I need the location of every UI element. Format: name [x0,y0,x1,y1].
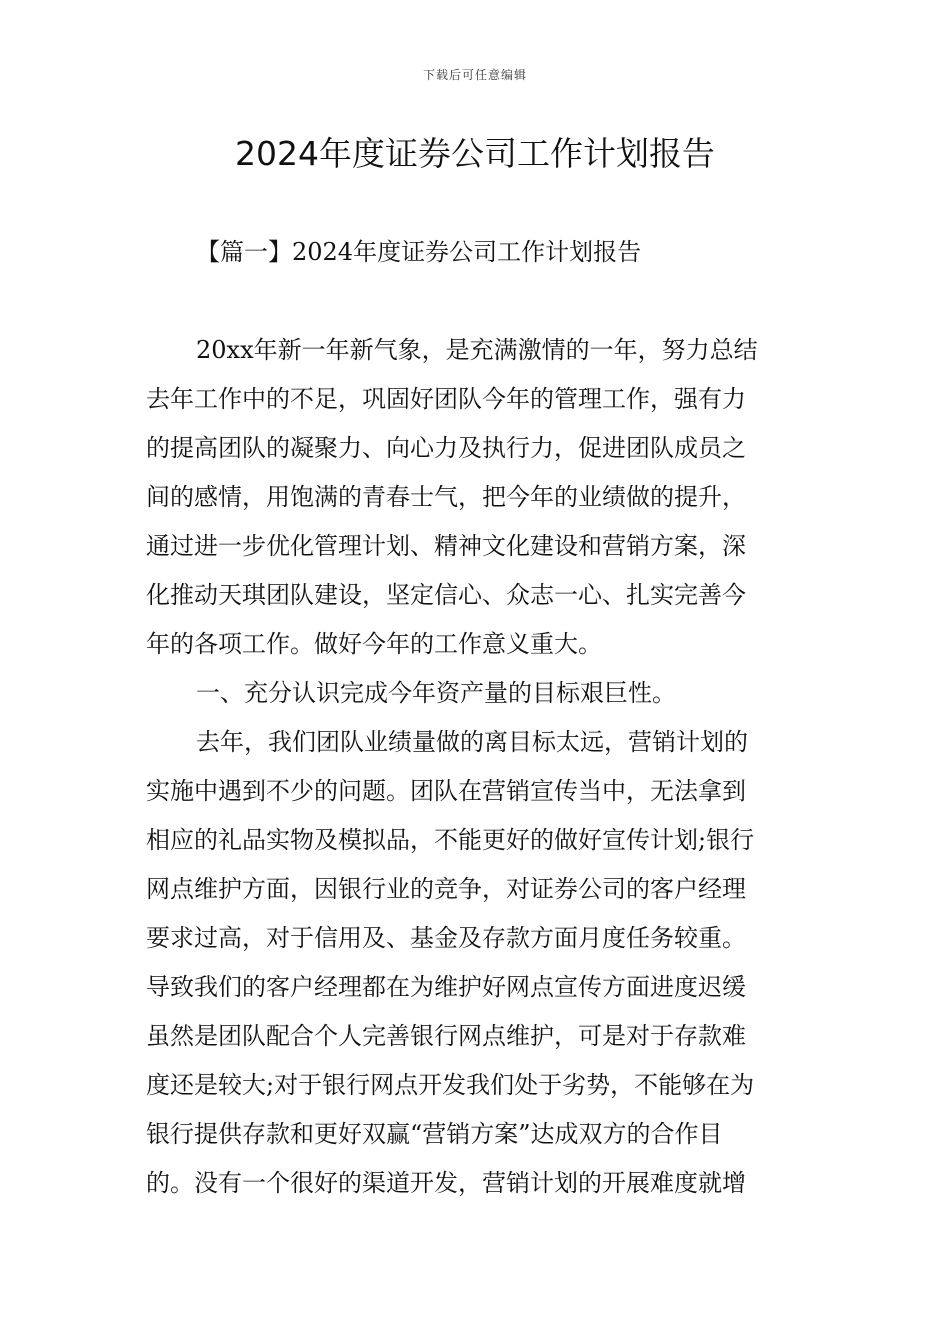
paragraph-line: 的。没有一个很好的渠道开发，营销计划的开展难度就增 [146,1169,746,1197]
paragraph-line: 度还是较大;对于银行网点开发我们处于劣势，不能够在为 [146,1071,755,1099]
paragraph-line: 导致我们的客户经理都在为维护好网点宣传方面进度迟缓 [146,973,746,1001]
paragraph-line: 20xx年新一年新气象，是充满激情的一年，努力总结 [196,336,758,364]
paragraph-line: 年的各项工作。做好今年的工作意义重大。 [146,630,602,658]
header-note: 下载后可任意编辑 [422,68,527,82]
subheading-line: 一、充分认识完成今年资产量的目标艰巨性。 [196,679,676,707]
paragraph-line: 的提高团队的凝聚力、向心力及执行力，促进团队成员之 [146,434,746,462]
paragraph-line: 间的感情，用饱满的青春士气，把今年的业绩做的提升， [146,483,746,511]
document-title: 2024年度证券公司工作计划报告 [235,134,715,173]
paragraph-line: 去年工作中的不足，巩固好团队今年的管理工作，强有力 [146,385,746,413]
section-heading: 【篇一】2024年度证券公司工作计划报告 [196,238,642,266]
paragraph-line: 银行提供存款和更好双赢“营销方案”达成双方的合作目 [146,1120,723,1148]
paragraph-line: 相应的礼品实物及模拟品，不能更好的做好宣传计划;银行 [146,826,755,854]
paragraph-line: 化推动天琪团队建设，坚定信心、众志一心、扎实完善今 [146,581,746,609]
paragraph-line: 去年，我们团队业绩量做的离目标太远，营销计划的 [196,728,748,756]
paragraph-line: 虽然是团队配合个人完善银行网点维护，可是对于存款难 [146,1022,746,1050]
paragraph [146,326,814,1208]
paragraph-line: 要求过高，对于信用及、基金及存款方面月度任务较重。 [146,924,746,952]
paragraph-line: 网点维护方面，因银行业的竞争，对证券公司的客户经理 [146,875,746,903]
paragraph-line: 通过进一步优化管理计划、精神文化建设和营销方案，深 [146,532,746,560]
paragraph-line: 实施中遇到不少的问题。团队在营销宣传当中，无法拿到 [146,777,746,805]
